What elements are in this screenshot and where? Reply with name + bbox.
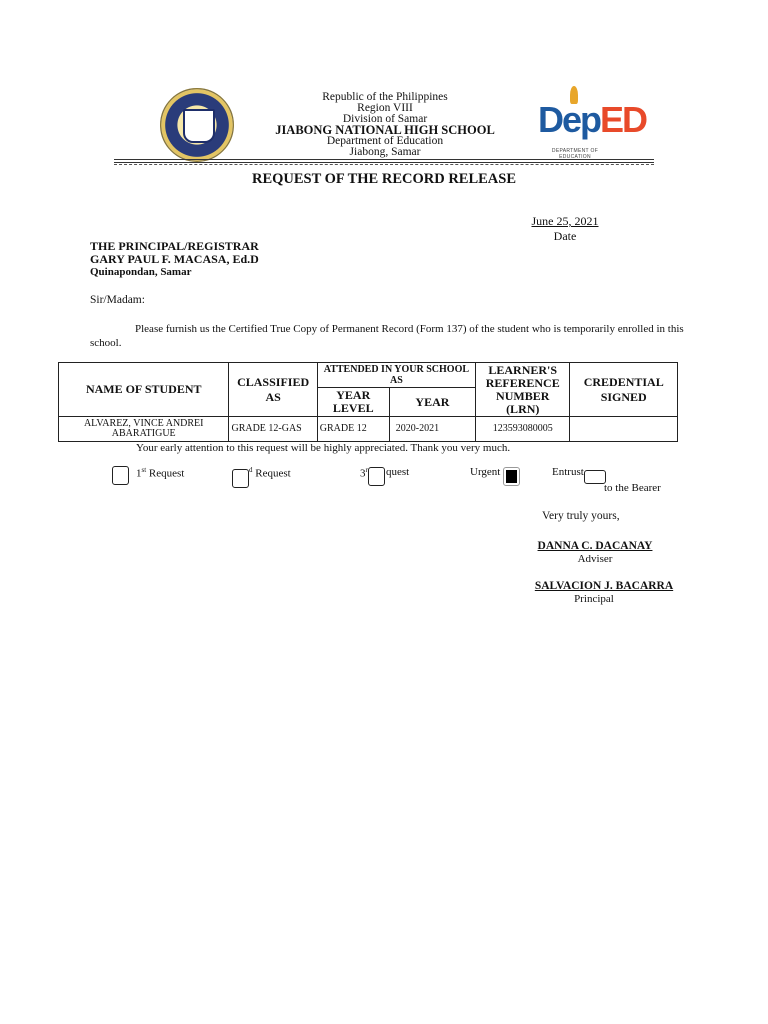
- cell-credential: [570, 417, 678, 442]
- principal-name: SALVACION J. BACARRA: [534, 580, 674, 592]
- cell-student-name: ALVAREZ, VINCE ANDREI ABARATIGUE: [59, 417, 229, 442]
- header-year: YEAR: [389, 388, 475, 417]
- header-school-name: JIABONG NATIONAL HIGH SCHOOL: [275, 123, 495, 137]
- third-request-label: quest: [386, 466, 410, 478]
- header-region: Region VIII: [357, 102, 413, 114]
- header-division: Division of Samar: [342, 113, 428, 125]
- deped-logo-subtext: DEPARTMENT OF EDUCATION: [551, 148, 599, 160]
- header-classified-as: CLASSIFIED AS: [229, 363, 317, 417]
- table-row: [59, 417, 678, 442]
- header-divider-dashed: [114, 164, 654, 165]
- to-the-bearer-label: to the Bearer: [604, 482, 661, 494]
- closing: Very truly yours,: [542, 510, 620, 522]
- first-request-checkbox[interactable]: [112, 466, 129, 485]
- header-lrn: LEARNER'S REFERENCE NUMBER (LRN): [476, 363, 570, 417]
- cell-classified: GRADE 12-GAS: [229, 417, 317, 442]
- adviser-name: DANNA C. DACANAY: [537, 540, 653, 552]
- student-record-table: [58, 362, 678, 442]
- principal-title: Principal: [574, 593, 614, 605]
- cell-year-level: GRADE 12: [317, 417, 389, 442]
- addressee-name: GARY PAUL F. MACASA, Ed.D: [90, 252, 259, 266]
- deped-logo-text: DepED: [538, 99, 647, 140]
- second-request-checkbox[interactable]: [232, 469, 249, 488]
- header-attended-in-your-school: ATTENDED IN YOUR SCHOOL AS: [317, 363, 475, 388]
- signatory-principal: [526, 580, 682, 606]
- addressee-block: [90, 240, 259, 279]
- urgent-checkbox[interactable]: [503, 467, 520, 486]
- header-department: Department of Education: [326, 135, 444, 147]
- urgent-label: Urgent: [470, 466, 501, 478]
- date-block: [520, 214, 610, 244]
- cell-lrn: 123593080005: [476, 417, 570, 442]
- entrust-label: Entrust: [552, 466, 584, 478]
- date-value: June 25, 2021: [531, 214, 599, 228]
- first-request-label: 1st Request: [136, 466, 185, 480]
- header-divider: [114, 159, 654, 163]
- second-request-label: $^d$ Request: [249, 466, 291, 480]
- third-request-label-prefix: 3$^r$: [360, 466, 368, 480]
- salutation: Sir/Madam:: [90, 294, 145, 306]
- header-republic: Republic of the Philippines: [322, 91, 448, 103]
- request-body: Please furnish us the Certified True Copy of Permanent Record (Form 137) of the student who is temporarily enrolled in this school.: [90, 323, 684, 349]
- seal-shield-icon: [183, 109, 215, 143]
- adviser-title: Adviser: [577, 553, 613, 565]
- header-name-of-student: NAME OF STUDENT: [59, 363, 229, 417]
- addressee-title: THE PRINCIPAL/REGISTRAR: [90, 239, 259, 253]
- header-credential-signed: CREDENTIAL SIGNED: [570, 363, 678, 417]
- third-request-checkbox[interactable]: [368, 467, 385, 486]
- addressee-location: Quinapondan, Samar: [90, 266, 192, 278]
- header-location: Jiabong, Samar: [349, 146, 421, 158]
- signatory-adviser: [530, 540, 660, 566]
- document-title: REQUEST OF THE RECORD RELEASE: [251, 171, 517, 187]
- entrust-checkbox[interactable]: [584, 470, 606, 484]
- header-year-level: YEAR LEVEL: [317, 388, 389, 417]
- deped-logo: [538, 86, 647, 160]
- date-label: Date: [553, 229, 577, 243]
- cell-year: 2020-2021: [389, 417, 475, 442]
- attention-note: Your early attention to this request will be highly appreciated. Thank you very much.: [136, 442, 511, 454]
- letterhead: [240, 92, 530, 158]
- school-seal-logo: [160, 88, 234, 162]
